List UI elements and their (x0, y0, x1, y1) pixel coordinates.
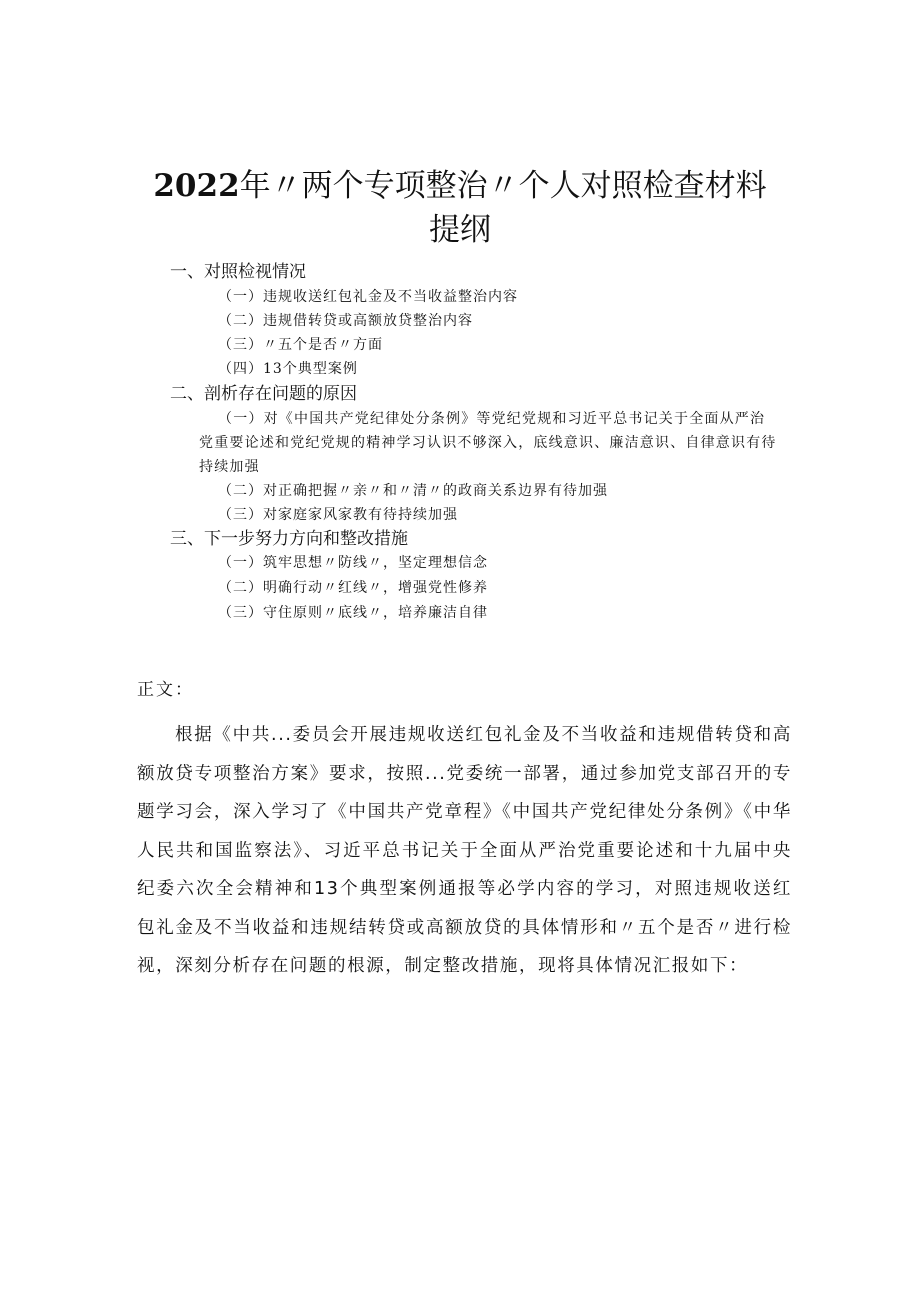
outline-item-3-3: （三）守住原则〃底线〃，培养廉洁自律 (218, 605, 488, 621)
outline-heading-2: 二、剖析存在问题的原因 (170, 384, 357, 404)
outline-item-1-4: （四）13个典型案例 (218, 361, 358, 377)
outline-item-2-1: （一）对《中国共产党纪律处分条例》等党纪党规和习近平总书记关于全面从严治党重要论述和党纪党规的精神学习认识不够深入，底线意识、廉洁意识、自律意识有待持续加强 (199, 411, 777, 475)
outline-heading-3: 三、下一步努力方向和整改措施 (170, 529, 408, 549)
outline-item-2-2: （二）对正确把握〃亲〃和〃清〃的政商关系边界有待加强 (218, 483, 608, 499)
document-title-line2: 提纲 (429, 212, 491, 248)
title-year: 2022 (153, 168, 240, 204)
outline-item-1-2: （二）违规借转贷或高额放贷整治内容 (218, 313, 473, 329)
outline-item-1-3: （三）〃五个是否〃方面 (218, 337, 383, 353)
body-paragraph: 根据《中共...委员会开展违规收送红包礼金及不当收益和违规借转贷和高额放贷专项整治方案》要求，按照...党委统一部署，通过参加党支部召开的专题学习会，深入学习了《中国共产党章程》《中国共产党纪律处分条例》《中华人民共和国监察法》、习近平总书记关于全面从严治党重要论述和十九届中央纪委六次全会精神和13个典型案例通报等必学内容的学习，对照违规收送红包礼金及不当收益和违规结转贷或高额放贷的具体情形和〃五个是否〃进行检视，深刻分析存在问题的根源，制定整改措施，现将具体情况汇报如下： (137, 725, 792, 976)
body-label: 正文： (137, 680, 194, 700)
title-main: 年〃两个专项整治〃个人对照检查材料 (239, 168, 767, 204)
outline-heading-1: 一、对照检视情况 (170, 262, 306, 282)
outline-item-2-3: （三）对家庭家风家教有待持续加强 (218, 507, 458, 523)
outline-item-3-2: （二）明确行动〃红线〃，增强党性修养 (218, 580, 488, 596)
document-title-line1 (0, 168, 920, 204)
outline-item-3-1: （一）筑牢思想〃防线〃，坚定理想信念 (218, 555, 488, 571)
outline-item-1-1: （一）违规收送红包礼金及不当收益整治内容 (218, 289, 518, 305)
